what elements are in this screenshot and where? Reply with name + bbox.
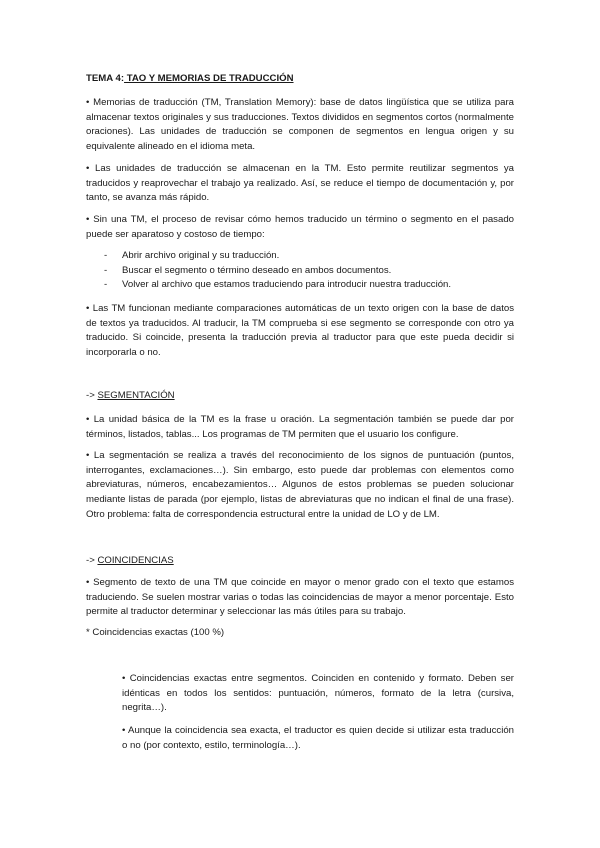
list-item: - Volver al archivo que estamos traduciendo para introducir nuestra traducción.	[104, 278, 514, 293]
paragraph-without-tm: • Sin una TM, el proceso de revisar cómo hemos traducido un término o segmento en el pasado puede ser aparatoso y costoso de tiempo:	[86, 214, 514, 240]
exact-matches-heading: * Coincidencias exactas (100 %)	[86, 627, 225, 638]
steps-list	[104, 249, 514, 293]
paragraph-segmentation-unit: • La unidad básica de la TM es la frase u oración. La segmentación también se puede dar por términos, listados, tablas... Los programas de TM permiten que el usuario los configure.	[86, 414, 514, 440]
paragraph-tm-storage: • Las unidades de traducción se almacenan en la TM. Esto permite reutilizar segmentos ya traducidos y reaprovechar el trabajo ya realizado. Así, se reduce el tiempo de documentación y, por tanto, se avanza más rápido.	[86, 163, 514, 204]
title-colon: :	[120, 73, 125, 84]
arrow-marker: ->	[86, 555, 98, 566]
paragraph-tm-definition: • Memorias de traducción (TM, Translation Memory): base de datos lingüística que se utiliza para almacenar textos originales y sus traducciones. Textos divididos en segmentos cortos (normalmente oraciones). Las unidades de traducción se componen de segmentos en lengua origen y su equivalente alineado en el idioma meta.	[86, 97, 514, 153]
section-heading-matches	[86, 554, 174, 568]
title-prefix: TEMA 4	[86, 73, 121, 84]
exact-match-point: • Aunque la coincidencia sea exacta, el traductor es quien decide si utilizar esta traducción o no (por contexto, estilo, terminología…).	[122, 725, 514, 751]
exact-match-point: • Coincidencias exactas entre segmentos. Coinciden en contenido y formato. Deben ser idénticas en todos los sentidos: puntuación, números, formato de la letra (cursiva, negrita…).	[122, 673, 514, 714]
arrow-marker: ->	[86, 390, 98, 401]
paragraph-tm-function: • Las TM funcionan mediante comparaciones automáticas de un texto origen con la base de datos de textos ya traducidos. Al traducir, la TM comprueba si ese segmento se corresponde con otro ya traducido. Si coincide, presenta la traducción previa al traductor para que este pueda decidir si incorporarla o no.	[86, 303, 514, 359]
list-item: - Buscar el segmento o término deseado en ambos documentos.	[104, 264, 514, 279]
page-title	[86, 72, 294, 86]
section-heading-segmentation	[86, 389, 175, 403]
paragraph-matches: • Segmento de texto de una TM que coincide en mayor o menor grado con el texto que estamos traduciendo. Se suelen mostrar varias o todas las coincidencias de mayor a menor porcentaje. Esto permite al traductor determinar y seleccionar las más útiles para su trabajo.	[86, 577, 514, 618]
title-underlined: TAO Y MEMORIAS DE TRADUCCIÓN	[124, 73, 294, 84]
heading-text: SEGMENTACIÓN	[97, 390, 175, 401]
list-item: - Abrir archivo original y su traducción.	[104, 249, 514, 264]
paragraph-segmentation-punctuation: • La segmentación se realiza a través del reconocimiento de los signos de puntuación (puntos, interrogantes, exclamaciones…). Sin embargo, esto puede dar problemas con elementos como abreviaturas, números, encabezamientos… Algunos de estos problemas se pueden solucionar mediante listas de parada (por ejemplo, listas de abreviaturas que no indican el final de una frase). Otro problema: falta de correspondencia estructural entre la unidad de LO y de LM.	[86, 450, 514, 520]
heading-text: COINCIDENCIAS	[97, 555, 174, 566]
